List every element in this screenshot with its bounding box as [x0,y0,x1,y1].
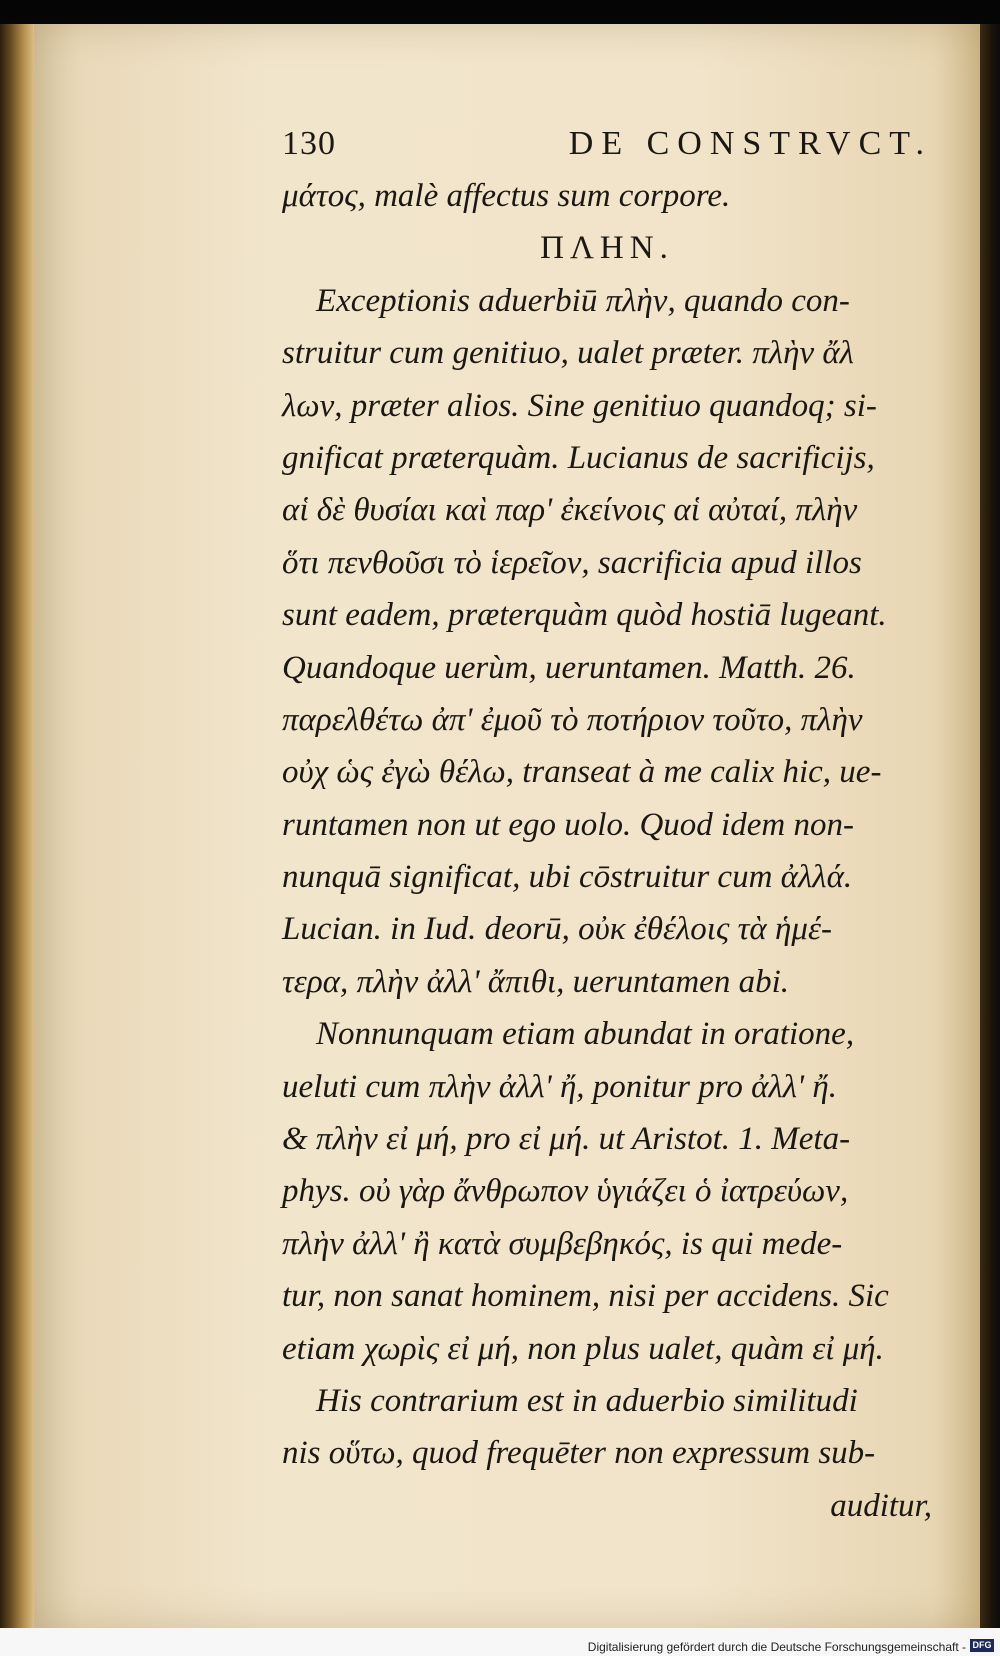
text-line: & πλὴν εἰ μή, pro εἰ μή. ut Aristot. 1. Meta- [282,1121,851,1158]
page-right-edge [980,24,1000,1628]
running-header [282,118,932,170]
page-text [282,118,932,1532]
page-number: 130 [282,125,336,162]
text-line: His contrarium est in aduerbio similitudi [316,1382,858,1419]
text-line: λων, præter alios. Sine genitiuo quandoq; si- [282,387,877,424]
text-line: αἱ δὲ θυσίαι καὶ παρ' ἐκείνοις αἱ αὐταί, πλὴν [282,492,858,529]
text-line: τερα, πλὴν ἀλλ' ἄπιθι, ueruntamen abi. [282,963,789,1000]
text-line: Quandoque uerùm, ueruntamen. Matth. 26. [282,649,856,686]
text-line: Exceptionis aduerbiū πλὴν, quando con- [316,282,850,319]
text-line: nunquā significat, ubi cōstruitur cum ἀλλά. [282,859,853,896]
text-line: sunt eadem, præterquàm quòd hostiā lugeant. [282,597,887,634]
text-line: ueluti cum πλὴν ἀλλ' ἤ, ponitur pro ἀλλ' ἤ. [282,1068,837,1105]
text-line: gnificat præterquàm. Lucianus de sacrificijs, [282,439,875,476]
text-line: nis οὕτω, quod frequēter non expressum sub- [282,1435,876,1472]
book-spine [0,24,38,1628]
text-line: struitur cum genitiuo, ualet præter. πλὴν ἄλ [282,335,854,372]
text-line: μάτος, malè affectus sum corpore. [282,178,731,214]
text-line: Lucian. in Iud. deorū, οὐκ ἐθέλοις τὰ ἡμέ- [282,911,832,948]
text-line: οὐχ ὡς ἐγὼ θέλω, transeat à me calix hic, ue- [282,754,882,791]
text-line: phys. οὐ γὰρ ἄνθρωπον ὑγιάζει ὁ ἰατρεύων, [282,1173,849,1210]
text-line: Nonnunquam etiam abundat in oratione, [316,1016,855,1053]
funding-note: Digitalisierung gefördert durch die Deutsche Forschungsgemeinschaft - [587,1640,966,1654]
text-line: πλὴν ἀλλ' ἢ κατὰ συμβεβηκός, is qui mede- [282,1225,843,1262]
text-line: παρελθέτω ἀπ' ἐμοῦ τὸ ποτήριον τοῦτο, πλὴν [282,701,863,738]
running-title: DE CONSTRVCT. [568,125,932,162]
section-heading: ΠΛΗΝ. [540,230,674,267]
text-line: tur, non sanat hominem, nisi per accidens. Sic [282,1278,889,1315]
text-line: etiam χωρὶς εἰ μή, non plus ualet, quàm εἰ μή. [282,1330,884,1367]
text-line: ὅτι πενθοῦσι τὸ ἱερεῖον, sacrificia apud illos [282,544,862,581]
catchword: auditur, [830,1487,932,1524]
dfg-logo: DFG [970,1639,994,1652]
text-line: runtamen non ut ego uolo. Quod idem non- [282,806,854,843]
scan-top-border [0,0,1000,24]
